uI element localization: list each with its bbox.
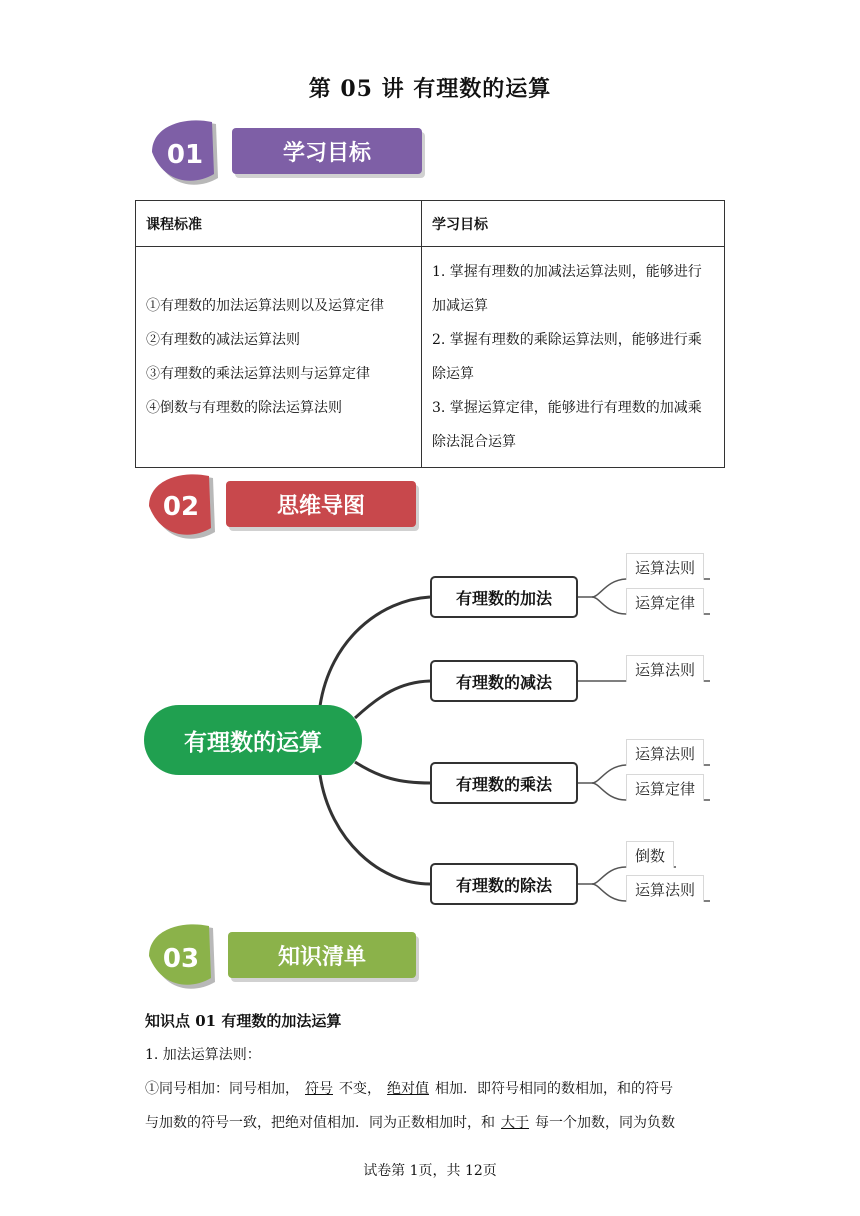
fill-blank: 大于: [501, 1115, 529, 1131]
section-02-banner: 思维导图: [226, 481, 416, 527]
page-footer: 试卷第 1页，共 12页: [363, 1163, 497, 1179]
rule-heading: 1. 加法运算法则：: [145, 1047, 261, 1063]
page-title: 第 05 讲 有理数的运算: [308, 76, 552, 102]
objective-item: 3. 掌握运算定律，能够进行有理数的加减乘除法混合运算: [432, 400, 702, 450]
objective-item: 2. 掌握有理数的乘除运算法则，能够进行乘除运算: [432, 332, 702, 382]
text-run: 相加．即符号相同的数相加，和的符号: [435, 1081, 673, 1097]
mindmap-leaf: 运算法则: [626, 655, 704, 682]
standard-item: ②有理数的减法运算法则: [146, 332, 300, 348]
mindmap-node-division: 有理数的除法: [430, 863, 578, 905]
knowledge-point-title: 知识点 01 有理数的加法运算: [145, 1012, 342, 1030]
mindmap-leaf: 运算定律: [626, 774, 704, 801]
text-run: 不变，: [339, 1081, 381, 1097]
mindmap-leaf: 运算法则: [626, 553, 704, 580]
mindmap-node-subtraction: 有理数的减法: [430, 660, 578, 702]
mindmap-leaf: 运算定律: [626, 588, 704, 615]
section-03-number: 03: [162, 944, 200, 974]
fill-blank: 绝对值: [387, 1081, 429, 1097]
standard-item: ④倒数与有理数的除法运算法则: [146, 400, 342, 416]
mindmap-node-multiplication: 有理数的乘法: [430, 762, 578, 804]
mindmap-leaf: 倒数: [626, 841, 674, 868]
section-01-number: 01: [166, 140, 204, 170]
mindmap-root: 有理数的运算: [144, 705, 362, 775]
objective-item: 1. 掌握有理数的加减法运算法则，能够进行加减运算: [432, 264, 702, 314]
rule-paragraph-line-2: [145, 1106, 725, 1140]
section-02-number: 02: [162, 492, 200, 522]
text-run: ①同号相加：同号相加，: [145, 1081, 299, 1097]
standard-item: ①有理数的加法运算法则以及运算定律: [146, 298, 384, 314]
section-03-banner: 知识清单: [228, 932, 416, 978]
table-header-objective: 学习目标: [422, 201, 725, 247]
mindmap-leaf: 运算法则: [626, 739, 704, 766]
mindmap-node-addition: 有理数的加法: [430, 576, 578, 618]
table-header-standard: 课程标准: [136, 201, 422, 247]
mindmap-leaf: 运算法则: [626, 875, 704, 902]
text-run: 每一个加数，同为负数: [535, 1115, 675, 1131]
rule-paragraph-line-1: [145, 1072, 725, 1106]
text-run: 与加数的符号一致，把绝对值相加．同为正数相加时，和: [145, 1115, 495, 1131]
section-01-banner: 学习目标: [232, 128, 422, 174]
standard-item: ③有理数的乘法运算法则与运算定律: [146, 366, 370, 382]
fill-blank: 符号: [305, 1081, 333, 1097]
